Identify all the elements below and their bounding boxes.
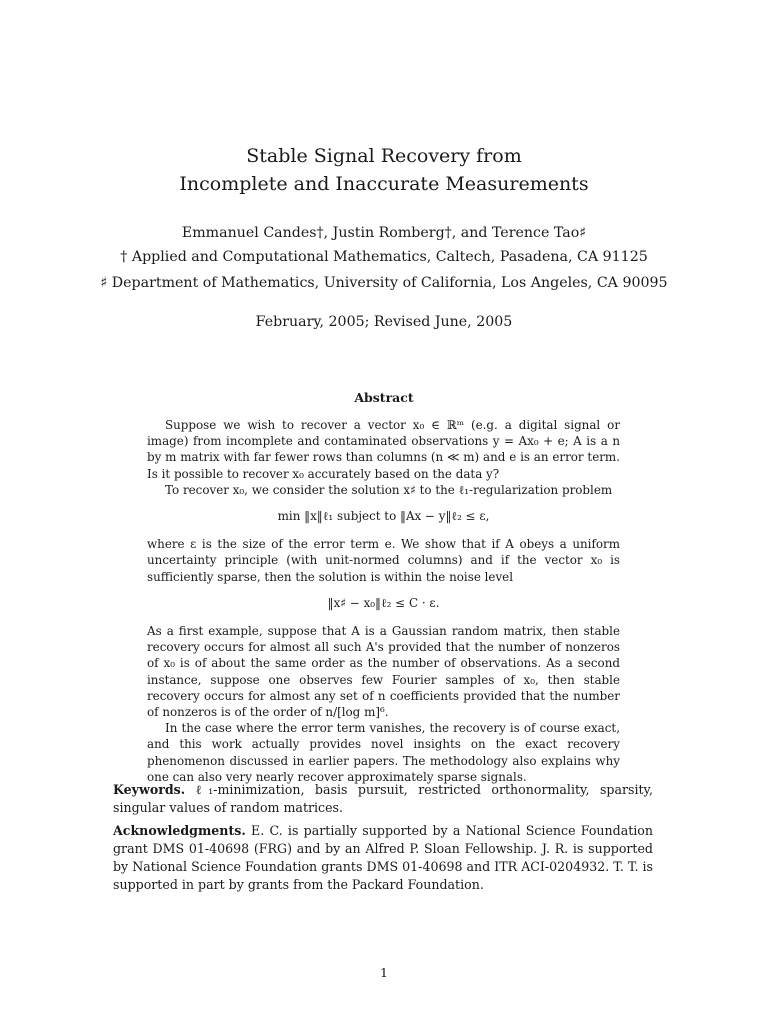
abstract-paragraph-3: where ε is the size of the error term e. We show that if A obeys a uniform uncertainty principle (with unit-normed columns) and if the vector x₀ is sufficiently sparse, then the solution is within the noise level [147, 537, 620, 584]
abstract-paragraph-1: Suppose we wish to recover a vector x₀ ∈ ℝᵐ (e.g. a digital signal or image) from incomplete and contaminated observations y = Ax₀ + e; A is a n by m matrix with far fewer rows than columns (n ≪ m) and e is an error term. Is it possible to recover x₀ accurately based on the data y? [147, 418, 620, 481]
paper-title [0, 142, 768, 198]
affiliation-ucla: ♯ Department of Mathematics, University of California, Los Angeles, CA 90095 [100, 275, 668, 291]
abstract-heading: Abstract [354, 390, 414, 405]
abstract-paragraph-4: As a first example, suppose that A is a Gaussian random matrix, then stable recovery occurs for almost all such A's provided that the number of nonzeros of x₀ is of about the same order as the number of observations. As a second instance, suppose one observes few Fourier samples of x₀, then stable recovery occurs for almost any set of n coefficients provided that the number of nonzeros is of the order of n/[log m]⁶. [147, 624, 620, 720]
affiliation-caltech: † Applied and Computational Mathematics, Caltech, Pasadena, CA 91125 [120, 249, 648, 265]
equation-error-bound: ‖x♯ − x₀‖ℓ₂ ≤ C · ε. [327, 595, 440, 610]
publication-date: February, 2005; Revised June, 2005 [255, 314, 513, 330]
keywords-label: Keywords. [113, 782, 186, 797]
acknowledgments-text: E. C. is partially supported by a National Science Foundation grant DMS 01-40698 (FRG) and by an Alfred P. Sloan Fellowship. J. R. is supported by National Science Foundation grants DMS 01-40698 and ITR ACI-0204932. T. T. is supported in part by grants from the Packard Foundation. [113, 823, 653, 892]
title-line-2: Incomplete and Inaccurate Measurements [179, 173, 589, 195]
keywords-section [113, 781, 653, 817]
acknowledgments-label: Acknowledgments. [113, 823, 246, 838]
abstract-paragraph-2: To recover x₀, we consider the solution x♯ to the ℓ₁-regularization problem [165, 482, 613, 497]
acknowledgments-section [113, 822, 653, 894]
abstract-paragraph-5: In the case where the error term vanishes, the recovery is of course exact, and this work actually provides novel insights on the exact recovery phenomenon discussed in earlier papers. The methodology also explains why one can also very nearly recover approximately sparse signals. [147, 721, 620, 784]
page-number: 1 [380, 965, 388, 980]
abstract-body [147, 417, 620, 785]
title-line-1: Stable Signal Recovery from [246, 145, 522, 167]
equation-l1-problem: min ‖x‖ℓ₁ subject to ‖Ax − y‖ℓ₂ ≤ ε, [277, 509, 490, 524]
keywords-text: ℓ₁-minimization, basis pursuit, restricted orthonormality, sparsity, singular values of random matrices. [113, 782, 653, 815]
author-list: Emmanuel Candes†, Justin Romberg†, and Terence Tao♯ [181, 225, 587, 241]
